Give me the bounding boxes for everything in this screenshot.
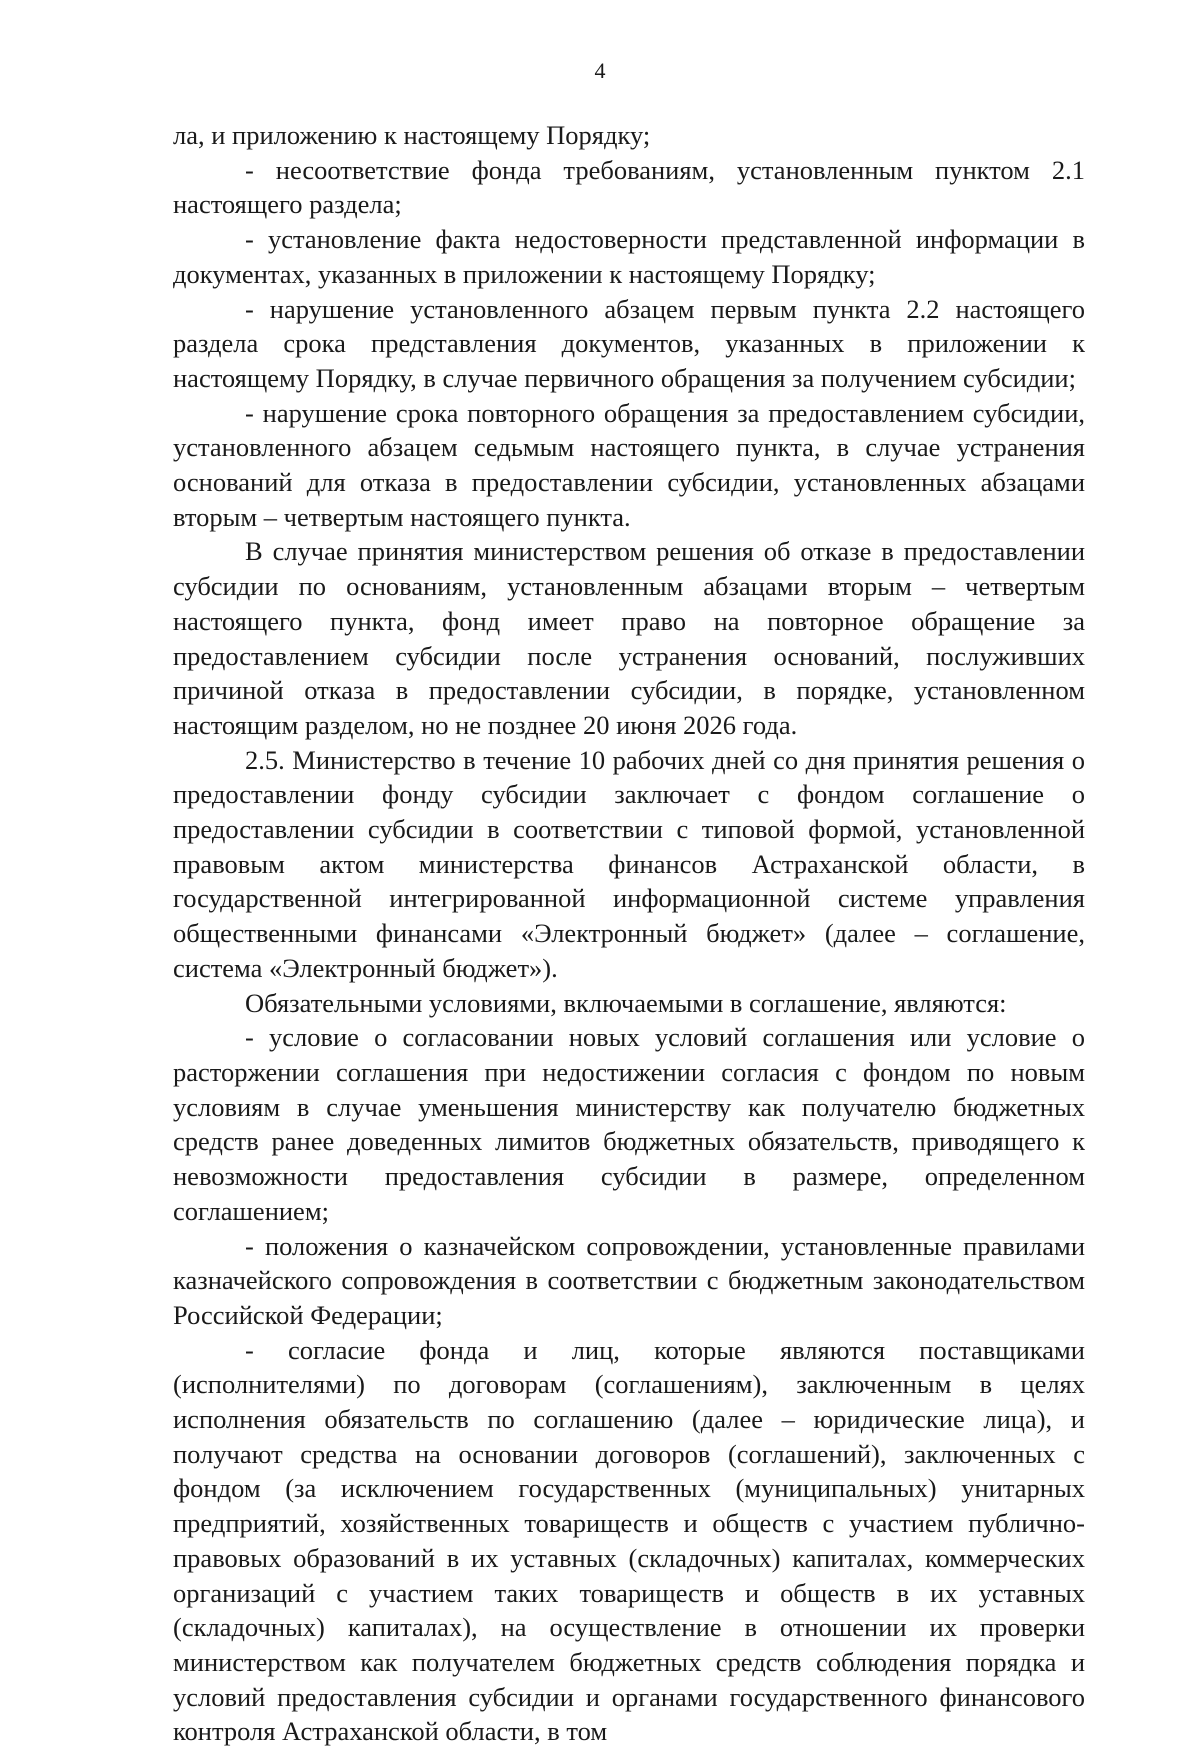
paragraph: - нарушение установленного абзацем первым пункта 2.2 настоящего раздела срока представления документов, указанных в приложении к настоящему Порядку, в случае первичного обращения за получением субсидии; [173,293,1085,393]
paragraph: 2.5. Министерство в течение 10 рабочих дней со дня принятия решения о предоставлении фонду субсидии заключает с фондом соглашение о предоставлении субсидии в соответствии с типовой формой, установленной правовым актом министерства финансов Астраханской области, в государственной интегрированной информационной системе управления общественными финансами «Электронный бюджет» (далее – соглашение, система «Электронный бюджет»). [173,744,1085,983]
document-body [173,118,1085,1749]
paragraph: ла, и приложению к настоящему Порядку; [173,120,651,150]
paragraph: - нарушение срока повторного обращения за предоставлением субсидии, установленного абзацем седьмым настоящего пункта, в случае устранения оснований для отказа в предоставлении субсидии, установленных абзацами вторым – четвертым настоящего пункта. [173,397,1085,532]
paragraph: - положения о казначейском сопровождении, установленные правилами казначейского сопровождения в соответствии с бюджетным законодательством Российской Федерации; [173,1230,1085,1330]
paragraph: - условие о согласовании новых условий соглашения или условие о расторжении соглашения при недостижении согласия с фондом по новым условиям в случае уменьшения министерству как получателю бюджетных средств ранее доведенных лимитов бюджетных обязательств, приводящего к невозможности предоставления субсидии в размере, определенном соглашением; [173,1022,1085,1226]
paragraph: - согласие фонда и лиц, которые являются поставщиками (исполнителями) по договорам (соглашениям), заключенным в целях исполнения обязательств по соглашению (далее – юридические лица), и получают средства на основании договоров (соглашений), заключенных с фондом (за исключением государственных (муниципальных) унитарных предприятий, хозяйственных товариществ и обществ с участием публично-правовых образований в их уставных (складочных) капиталах, коммерческих организаций с участием таких товариществ и обществ в их уставных (складочных) капиталах), на осуществление в отношении их проверки министерством как получателем бюджетных средств соблюдения порядка и условий предоставления субсидии и органами государственного финансового контроля Астраханской области, в том [173,1334,1085,1747]
paragraph: - несоответствие фонда требованиям, установленным пунктом 2.1 настоящего раздела; [173,154,1085,220]
paragraph: В случае принятия министерством решения об отказе в предоставлении субсидии по основаниям, установленным абзацами вторым – четвертым настоящего пункта, фонд имеет право на повторное обращение за предоставлением субсидии после устранения оснований, послуживших причиной отказа в предоставлении субсидии, в порядке, установленном настоящим разделом, но не позднее 20 июня 2026 года. [173,536,1085,740]
page-number: 4 [594,58,606,83]
paragraph: - установление факта недостоверности представленной информации в документах, указанных в приложении к настоящему Порядку; [173,224,1085,289]
paragraph: Обязательными условиями, включаемыми в соглашение, являются: [245,987,1007,1018]
